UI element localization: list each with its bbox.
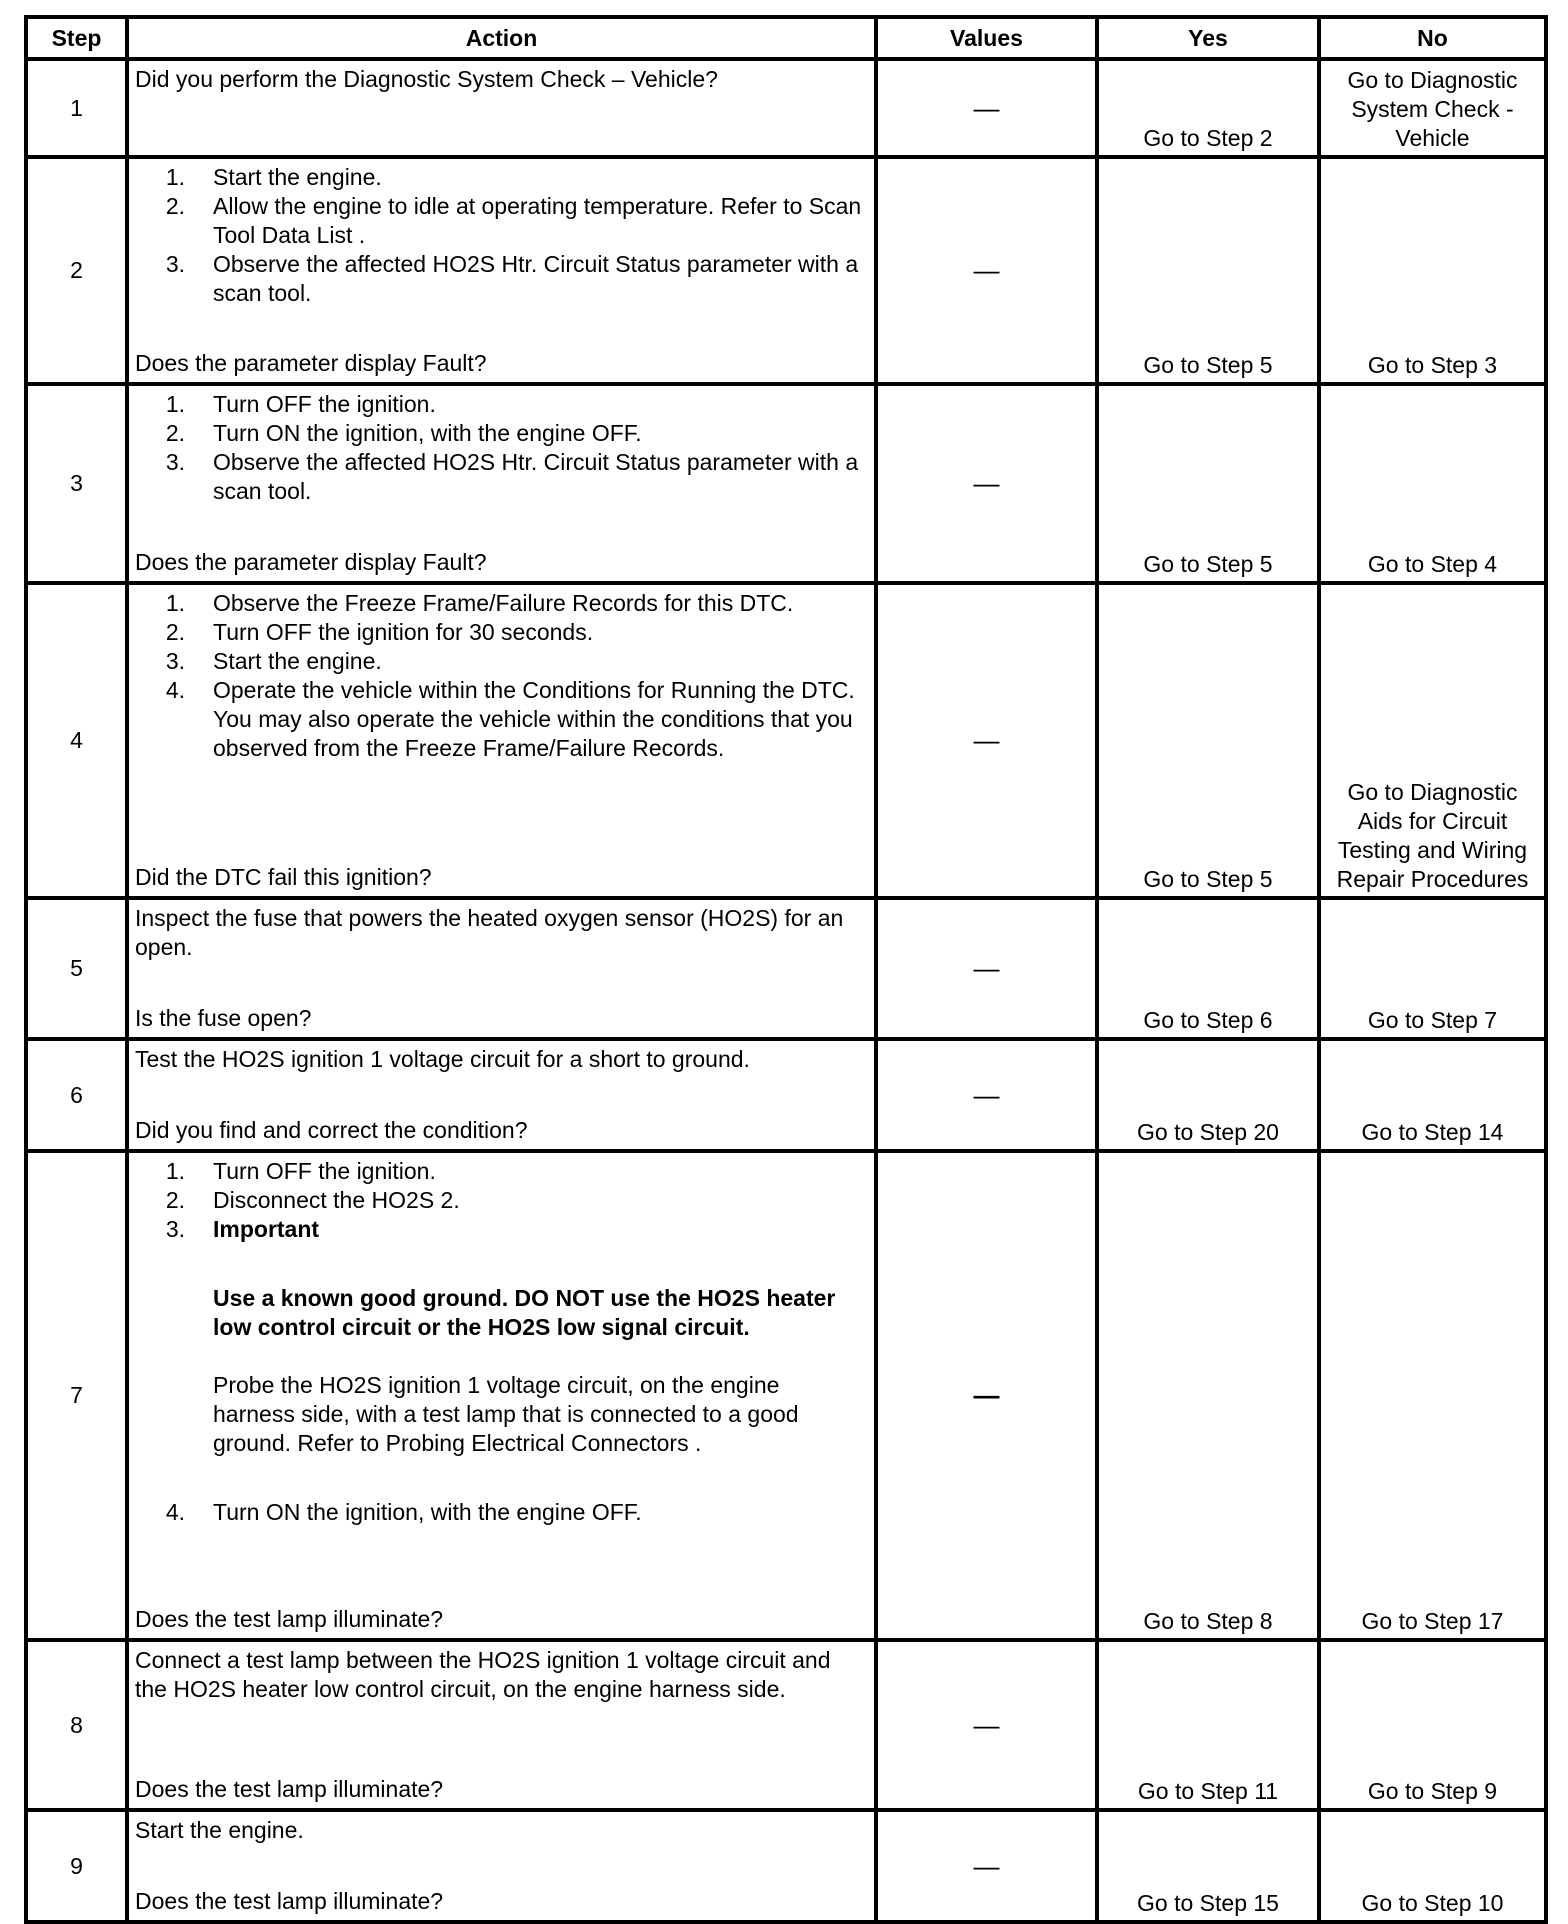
header-action: Action xyxy=(127,17,876,59)
list-item: 2. Disconnect the HO2S 2. xyxy=(165,1187,460,1213)
no-cell: Go to Step 7 xyxy=(1319,898,1546,1039)
action-steps xyxy=(135,390,862,506)
values-cell: — xyxy=(876,59,1097,157)
values-cell: — xyxy=(876,157,1097,384)
list-item: 2. Turn OFF the ignition for 30 seconds. xyxy=(165,619,594,645)
values-cell: — xyxy=(876,898,1097,1039)
table-row-step-1 xyxy=(26,59,1546,157)
action-cell xyxy=(127,384,876,583)
table-row-step-3 xyxy=(26,384,1546,583)
values-cell: — xyxy=(876,384,1097,583)
yes-cell: Go to Step 5 xyxy=(1097,157,1319,384)
table-row-step-8 xyxy=(26,1640,1546,1810)
table-row-step-2 xyxy=(26,157,1546,384)
action-steps xyxy=(135,1157,862,1527)
action-question: Does the parameter display Fault? xyxy=(135,350,487,376)
probe-instruction: Probe the HO2S ignition 1 voltage circuit, on the engine harness side, with a test lamp that is connected to a good ground. Refer to Probing Electrical Connectors . xyxy=(213,1372,799,1456)
no-cell: Go to Diagnostic System Check - Vehicle xyxy=(1319,59,1546,157)
action-cell xyxy=(127,1810,876,1922)
yes-cell: Go to Step 15 xyxy=(1097,1810,1319,1922)
no-cell: Go to Step 3 xyxy=(1319,157,1546,384)
action-question: Did you find and correct the condition? xyxy=(135,1117,528,1143)
header-step: Step xyxy=(26,17,127,59)
list-item: 4. Turn ON the ignition, with the engine OFF. xyxy=(165,1499,642,1525)
action-question: Does the test lamp illuminate? xyxy=(135,1606,444,1632)
important-label: Important xyxy=(213,1216,320,1242)
action-question: Does the parameter display Fault? xyxy=(135,549,487,575)
action-question: Did the DTC fail this ignition? xyxy=(135,864,432,890)
no-cell: Go to Diagnostic Aids for Circuit Testing and Wiring Repair Procedures xyxy=(1319,583,1546,898)
action-cell xyxy=(127,1151,876,1640)
no-cell: Go to Step 14 xyxy=(1319,1039,1546,1151)
yes-cell: Go to Step 5 xyxy=(1097,384,1319,583)
list-item: 1. Start the engine. xyxy=(165,164,382,190)
yes-cell: Go to Step 8 xyxy=(1097,1151,1319,1640)
yes-cell: Go to Step 20 xyxy=(1097,1039,1319,1151)
table-row-step-5 xyxy=(26,898,1546,1039)
action-text: Start the engine. xyxy=(135,1817,304,1843)
list-item: 1. Turn OFF the ignition. xyxy=(165,391,436,417)
yes-cell: Go to Step 5 xyxy=(1097,583,1319,898)
step-number: 3 xyxy=(26,384,127,583)
step-number: 8 xyxy=(26,1640,127,1810)
important-note: Use a known good ground. DO NOT use the HO2S heater low control circuit or the HO2S low signal circuit. xyxy=(213,1285,836,1340)
step-number: 7 xyxy=(26,1151,127,1640)
list-item: 3. Observe the affected HO2S Htr. Circuit Status parameter with a scan tool. xyxy=(165,251,859,306)
yes-cell: Go to Step 2 xyxy=(1097,59,1319,157)
action-question: Does the test lamp illuminate? xyxy=(135,1776,444,1802)
list-item: 3. Start the engine. xyxy=(165,648,382,674)
yes-cell: Go to Step 6 xyxy=(1097,898,1319,1039)
action-cell xyxy=(127,59,876,157)
list-item: 1. Observe the Freeze Frame/Failure Records for this DTC. xyxy=(165,590,794,616)
action-cell xyxy=(127,583,876,898)
table-row-step-9 xyxy=(26,1810,1546,1922)
list-item: 1. Turn OFF the ignition. xyxy=(165,1158,436,1184)
header-row xyxy=(26,17,1546,59)
step-number: 4 xyxy=(26,583,127,898)
table-row-step-6 xyxy=(26,1039,1546,1151)
header-yes: Yes xyxy=(1097,17,1319,59)
table-row-step-4 xyxy=(26,583,1546,898)
table-row-step-7 xyxy=(26,1151,1546,1640)
list-item: 2. Allow the engine to idle at operating temperature. Refer to Scan Tool Data List . xyxy=(165,193,862,248)
values-cell: — xyxy=(876,1151,1097,1640)
list-item: 4. Operate the vehicle within the Conditions for Running the DTC. You may also operate the vehicle within the conditions that you observed from the Freeze Frame/Failure Records. xyxy=(165,677,855,761)
values-cell: — xyxy=(876,583,1097,898)
list-item: 3. Observe the affected HO2S Htr. Circuit Status parameter with a scan tool. xyxy=(165,449,859,504)
action-cell xyxy=(127,157,876,384)
diagnostic-table xyxy=(24,15,1548,1924)
values-cell: — xyxy=(876,1039,1097,1151)
step-number: 2 xyxy=(26,157,127,384)
no-cell: Go to Step 10 xyxy=(1319,1810,1546,1922)
action-cell xyxy=(127,1039,876,1151)
yes-cell: Go to Step 11 xyxy=(1097,1640,1319,1810)
step-number: 5 xyxy=(26,898,127,1039)
no-cell: Go to Step 17 xyxy=(1319,1151,1546,1640)
action-cell xyxy=(127,898,876,1039)
action-text: Inspect the fuse that powers the heated oxygen sensor (HO2S) for an open. xyxy=(135,905,844,960)
action-text: Connect a test lamp between the HO2S ignition 1 voltage circuit and the HO2S heater low control circuit, on the engine harness side. xyxy=(135,1647,831,1702)
step-number: 9 xyxy=(26,1810,127,1922)
no-cell: Go to Step 4 xyxy=(1319,384,1546,583)
action-cell xyxy=(127,1640,876,1810)
action-question: Does the test lamp illuminate? xyxy=(135,1888,444,1914)
values-cell: — xyxy=(876,1810,1097,1922)
action-steps xyxy=(135,589,862,763)
step-number: 1 xyxy=(26,59,127,157)
list-item: 3. Important Use a known good ground. DO NOT use the HO2S heater low control circuit or the HO2S low signal circuit. Probe the HO2S ignition 1 voltage circuit, on the engine harness side, with a test lamp that is connected to a good ground. Refer to Probing Electrical Connectors . xyxy=(135,1215,862,1458)
no-cell: Go to Step 9 xyxy=(1319,1640,1546,1810)
action-text: Test the HO2S ignition 1 voltage circuit for a short to ground. xyxy=(135,1046,750,1072)
header-values: Values xyxy=(876,17,1097,59)
header-no: No xyxy=(1319,17,1546,59)
list-item: 2. Turn ON the ignition, with the engine OFF. xyxy=(165,420,642,446)
step-number: 6 xyxy=(26,1039,127,1151)
values-cell: — xyxy=(876,1640,1097,1810)
action-steps xyxy=(135,163,862,308)
action-text: Did you perform the Diagnostic System Check – Vehicle? xyxy=(135,66,718,92)
action-question: Is the fuse open? xyxy=(135,1005,312,1031)
